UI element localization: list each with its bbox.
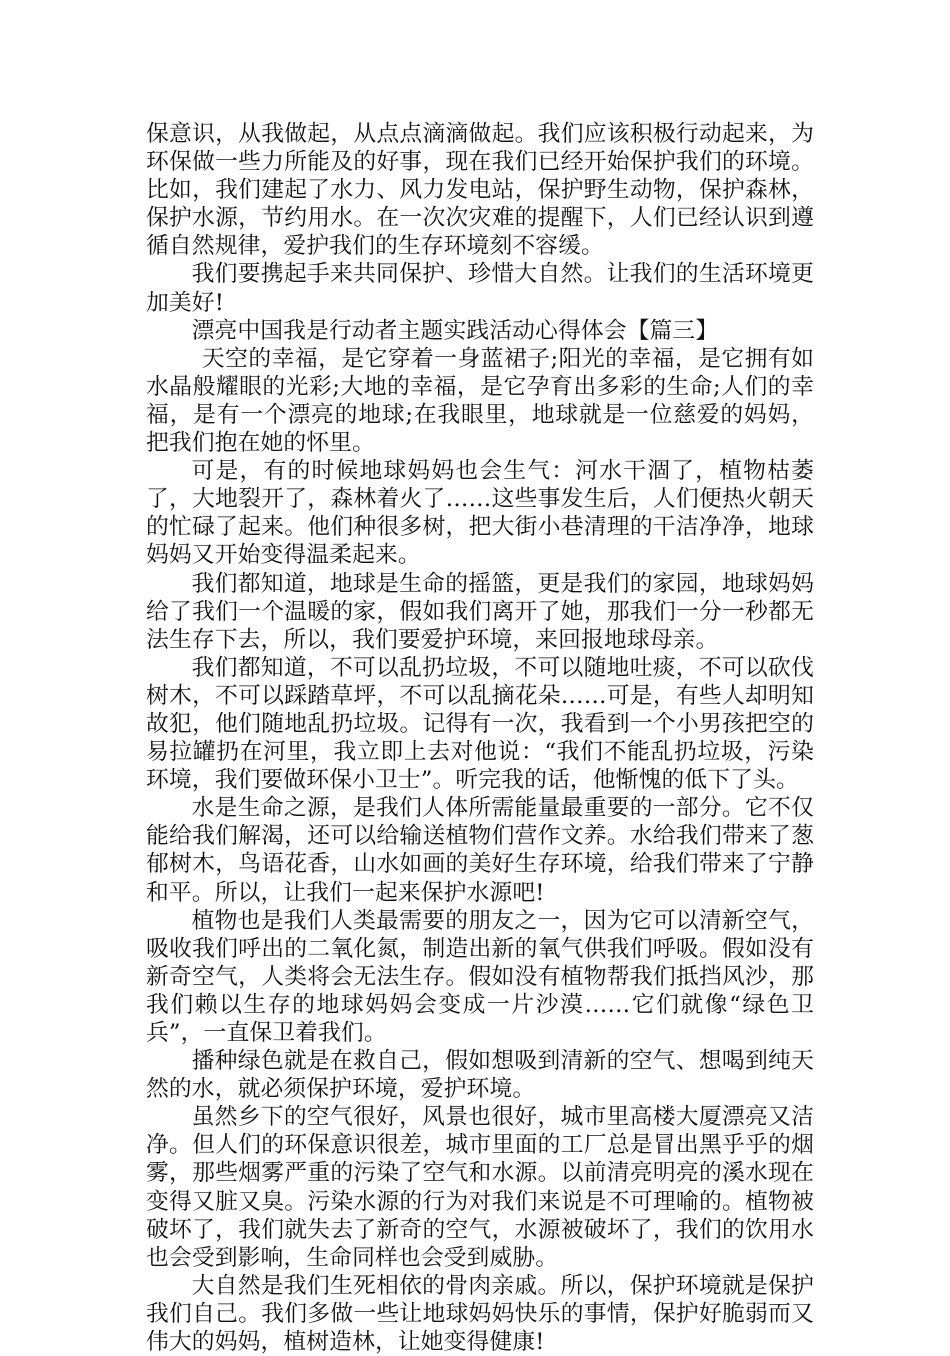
paragraph: 水是生命之源，是我们人体所需能量最重要的一部分。它不仅能给我们解渴，还可以给输送植物们营作文养。水给我们带来了葱郁树木，鸟语花香，山水如画的美好生存环境，给我们带来了宁静和平。所以，让我们一起来保护水源吧! [146, 795, 814, 906]
paragraph: 可是，有的时候地球妈妈也会生气：河水干涸了，植物枯萎了，大地裂开了，森林着火了……这些事发生后，人们便热火朝天的忙碌了起来。他们种很多树，把大街小巷清理的干洁净净，地球妈妈又开始变得温柔起来。 [146, 458, 814, 569]
paragraph: 植物也是我们人类最需要的朋友之一，因为它可以清新空气，吸收我们呼出的二氧化氮，制造出新的氧气供我们呼吸。假如没有新奇空气，人类将会无法生存。假如没有植物帮我们抵挡风沙，那我们赖以生存的地球妈妈会变成一片沙漠……它们就像“绿色卫兵”，一直保卫着我们。 [146, 907, 814, 1046]
paragraph: 播种绿色就是在救自己，假如想吸到清新的空气、想喝到纯天然的水，就必须保护环境，爱护环境。 [146, 1048, 814, 1103]
paragraph: 天空的幸福，是它穿着一身蓝裙子;阳光的幸福，是它拥有如水晶般耀眼的光彩;大地的幸福，是它孕育出多彩的生命;人们的幸福，是有一个漂亮的地球;在我眼里，地球就是一位慈爱的妈妈，把我们抱在她的怀里。 [146, 345, 814, 457]
paragraph-continuation: 保意识，从我做起，从点点滴滴做起。我们应该积极行动起来，为环保做一些力所能及的好事，现在我们已经开始保护我们的环境。比如，我们建起了水力、风力发电站，保护野生动物，保护森林，保护水源，节约用水。在一次次灾难的提醒下，人们已经认识到遵循自然规律，爱护我们的生存环境刻不容缓。 [146, 121, 814, 260]
paragraph: 我们都知道，地球是生命的摇篮，更是我们的家园，地球妈妈给了我们一个温暖的家，假如我们离开了她，那我们一分一秒都无法生存下去，所以，我们要爱护环境，来回报地球母亲。 [146, 570, 814, 653]
section-heading: 漂亮中国我是行动者主题实践活动心得体会【篇三】 [191, 317, 719, 344]
paragraph: 虽然乡下的空气很好，风景也很好，城市里高楼大厦漂亮又洁净。但人们的环保意识很差，城市里面的工厂总是冒出黑乎乎的烟雾，那些烟雾严重的污染了空气和水源。以前清亮明亮的溪水现在变得又脏又臭。污染水源的行为对我们来说是不可理喻的。植物被破坏了，我们就失去了新奇的空气，水源被破坏了，我们的饮用水也会受到影响，生命同样也会受到威胁。 [146, 1104, 814, 1271]
paragraph: 大自然是我们生死相依的骨肉亲戚。所以，保护环境就是保护我们自己。我们多做一些让地球妈妈快乐的事情，保护好脆弱而又伟大的妈妈，植树造林，让她变得健康! [146, 1272, 814, 1356]
paragraph: 我们要携起手来共同保护、珍惜大自然。让我们的生活环境更加美好! [146, 261, 814, 316]
paragraph: 我们都知道，不可以乱扔垃圾，不可以随地吐痰，不可以砍伐树木，不可以踩踏草坪，不可以乱摘花朵……可是，有些人却明知故犯，他们随地乱扔垃圾。记得有一次，我看到一个小男孩把空的易拉罐扔在河里，我立即上去对他说：“我们不能乱扔垃圾，污染环境，我们要做环保小卫士”。听完我的话，他惭愧的低下了头。 [146, 654, 814, 794]
document-body [146, 120, 814, 1356]
